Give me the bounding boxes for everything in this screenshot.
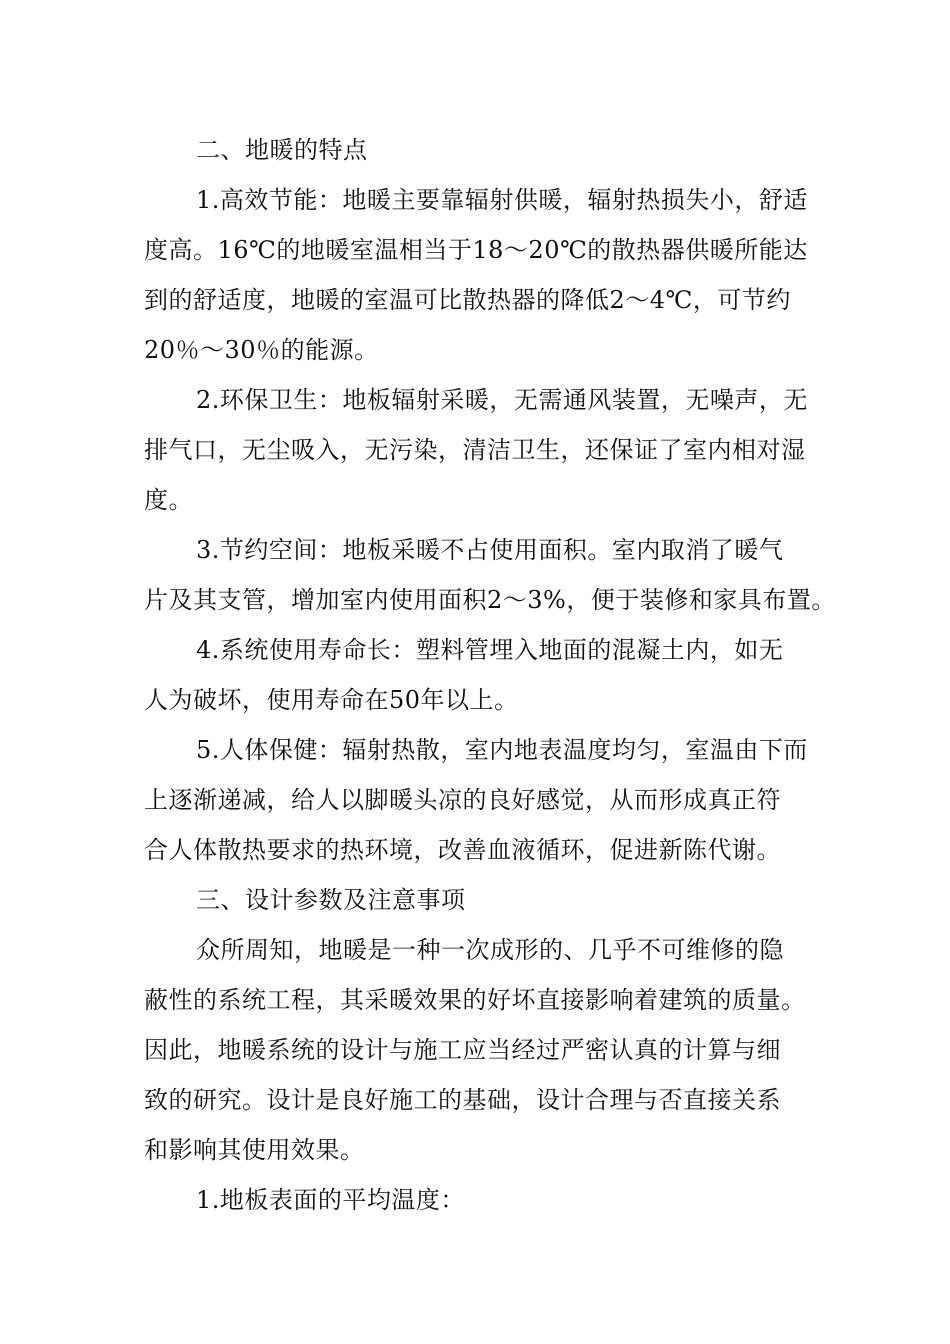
heading-floor-heating-features: 二、地暖的特点 [196, 136, 368, 164]
paragraph-line: 众所周知，地暖是一种一次成形的、几乎不可维修的隐 [196, 936, 784, 964]
paragraph-line: 4.系统使用寿命长：塑料管埋入地面的混凝土内，如无 [196, 636, 784, 664]
paragraph-line: 20％～30％的能源。 [144, 336, 379, 364]
paragraph-line: 片及其支管，增加室内使用面积2～3%，便于装修和家具布置。 [144, 586, 836, 614]
paragraph-line: 3.节约空间：地板采暖不占使用面积。室内取消了暖气 [196, 536, 784, 564]
paragraph-line: 到的舒适度，地暖的室温可比散热器的降低2～4℃，可节约 [144, 286, 791, 314]
paragraph-line: 致的研究。设计是良好施工的基础，设计合理与否直接关系 [144, 1086, 781, 1114]
paragraph-line: 上逐渐递减，给人以脚暖头凉的良好感觉，从而形成真正符 [144, 786, 781, 814]
paragraph-line: 5.人体保健：辐射热散，室内地表温度均匀，室温由下而 [196, 736, 808, 764]
paragraph-line: 人为破坏，使用寿命在50年以上。 [144, 686, 519, 714]
paragraph-line: 合人体散热要求的热环境，改善血液循环，促进新陈代谢。 [144, 836, 781, 864]
paragraph-line: 和影响其使用效果。 [144, 1136, 365, 1164]
paragraph-line: 排气口，无尘吸入，无污染，清洁卫生，还保证了室内相对湿 [144, 436, 806, 464]
paragraph-line: 2.环保卫生：地板辐射采暖，无需通风装置，无噪声，无 [196, 386, 808, 414]
heading-design-parameters: 三、设计参数及注意事项 [196, 886, 466, 914]
paragraph-line: 蔽性的系统工程，其采暖效果的好坏直接影响着建筑的质量。 [144, 986, 806, 1014]
subheading-floor-surface-temperature: 1.地板表面的平均温度： [196, 1186, 465, 1214]
paragraph-line: 度高。16℃的地暖室温相当于18～20℃的散热器供暖所能达 [144, 236, 808, 264]
paragraph-line: 因此，地暖系统的设计与施工应当经过严密认真的计算与细 [144, 1036, 781, 1064]
paragraph-line: 1.高效节能：地暖主要靠辐射供暖，辐射热损失小，舒适 [196, 186, 808, 214]
paragraph-line: 度。 [144, 486, 193, 514]
